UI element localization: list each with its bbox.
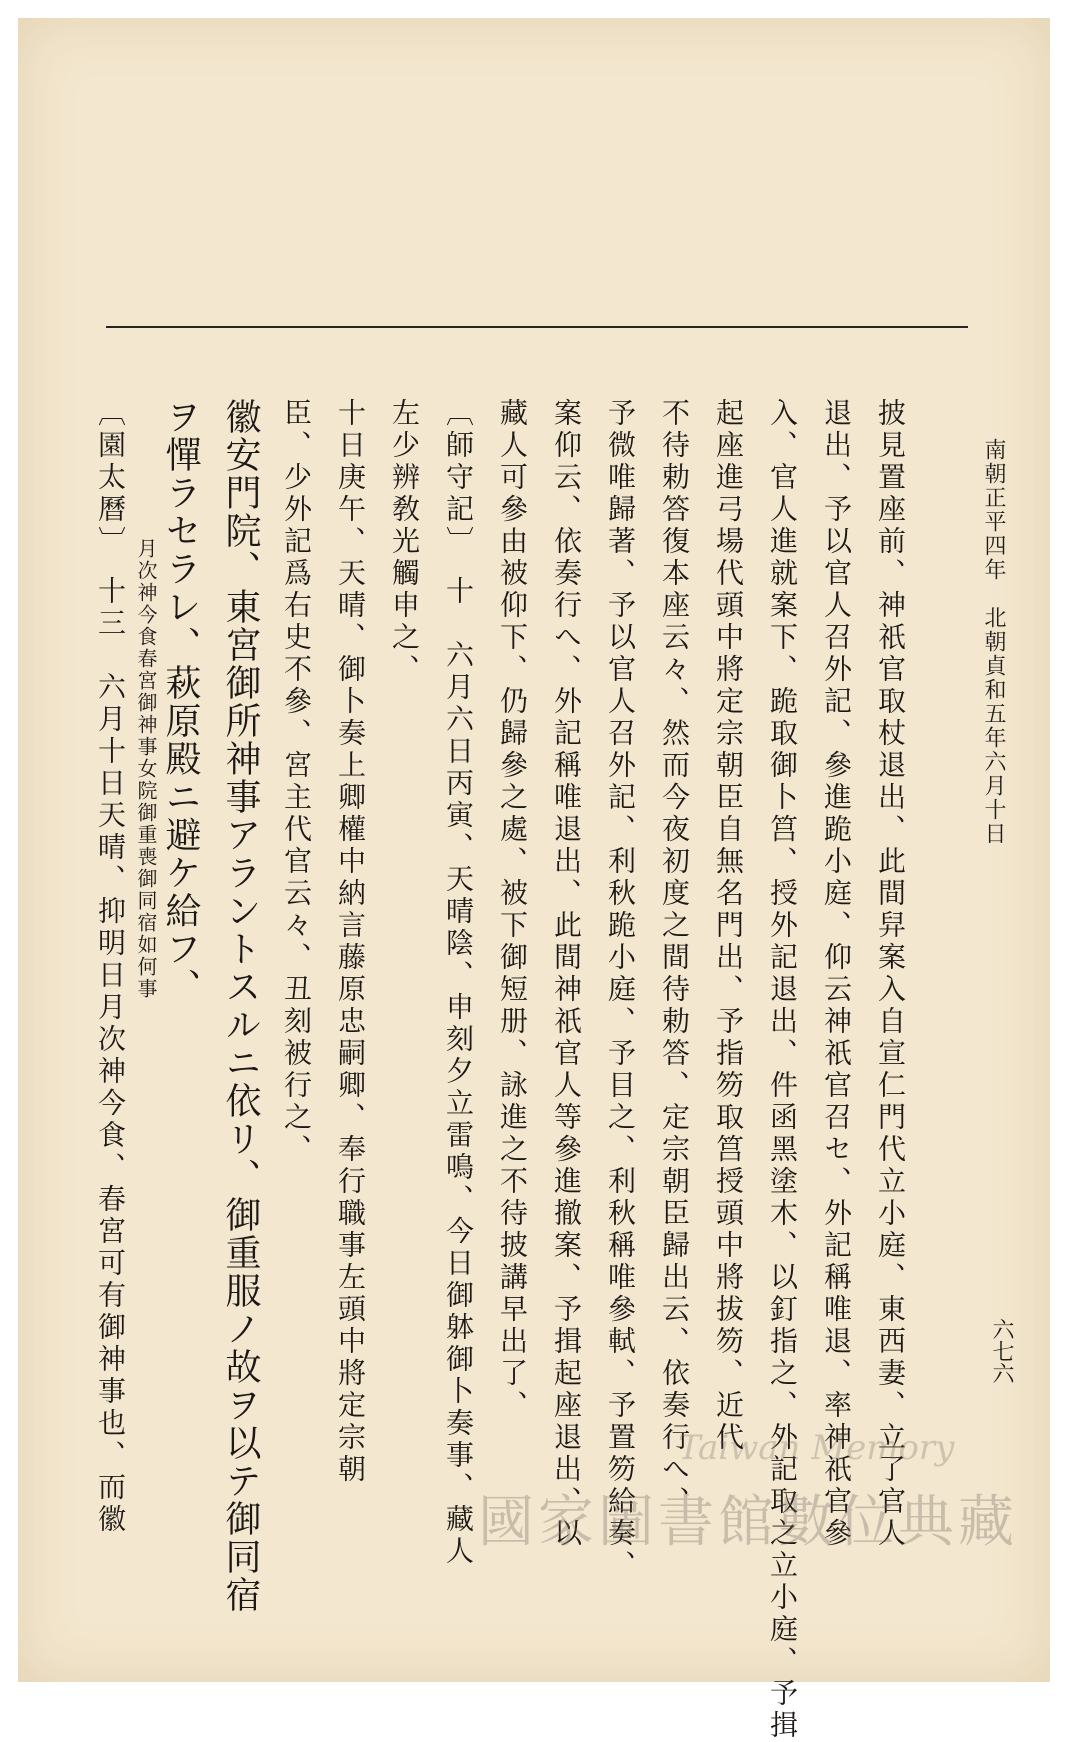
text-column: 臣、少外記爲右史不參、宮主代官云々、丑刻被行之、	[280, 398, 313, 1166]
text-column: 不待勅答復本座云々、然而今夜初度之間待勅答、定宗朝臣歸出云、依奏行へ、	[658, 398, 691, 1518]
text-column-note: 月次神今食春宮御神事女院御重喪御同宿如何事	[134, 538, 158, 1000]
horizontal-rule	[106, 326, 968, 328]
text-column: 予微唯歸著、予以官人召外記、利秋跪小庭、予目之、利秋稱唯參軾、予置笏給奏、	[604, 398, 637, 1582]
page-number: 六七六	[989, 1318, 1014, 1384]
text-column: 〔師守記〕 十 六月六日丙寅、天晴陰、申刻夕立雷鳴、今日御躰御卜奏事、藏人	[442, 398, 475, 1568]
text-column: 起座進弓場代頭中將定宗朝臣自無名門出、予指笏取筥授頭中將拔笏、近代	[712, 398, 745, 1454]
text-column: 披見置座前、神祇官取杖退出、此間舁案入自宣仁門代立小庭、東西妻、立了官人	[874, 398, 907, 1550]
watermark-english: Taiwan Memory	[678, 1428, 955, 1468]
text-column: 退出、予以官人召外記、參進跪小庭、仰云神祇官召セ、外記稱唯退、率神祇官參	[820, 398, 853, 1550]
text-column: 〔園太曆〕 十三 六月十日天晴、抑明日月次神今食、春宮可有御神事也、而徽	[94, 398, 127, 1536]
document-page	[18, 18, 1050, 1742]
text-column: 十日庚午、天晴、御卜奏上卿權中納言藤原忠嗣卿、奉行職事左頭中將定宗朝	[334, 398, 367, 1486]
text-column: 藏人可參由被仰下、仍歸參之處、被下御短册、詠進之不待披講早出了、	[496, 398, 529, 1422]
running-header: 南朝正平四年 北朝貞和五年六月十日	[981, 438, 1006, 846]
text-column-large: ヲ憚ラセラレ、萩原殿ニ避ケ給フ、	[160, 398, 201, 1006]
watermark-chinese: 國家圖書館數位典藏	[478, 1490, 1018, 1555]
text-column: 入、官人進就案下、跪取御卜筥、授外記退出、件函黑塗木、以釘指之、外記取之立小庭、予揖	[766, 398, 799, 1742]
text-column: 案仰云、依奏行へ、外記稱唯退出、此間神祇官人等參進撤案、予揖起座退出、以	[550, 398, 583, 1550]
text-column: 左少辨敎光觸申之、	[388, 398, 421, 686]
text-column-large: 徽安門院、東宮御所神事アラントスルニ依リ、御重服ノ故ヲ以テ御同宿	[220, 398, 261, 1614]
